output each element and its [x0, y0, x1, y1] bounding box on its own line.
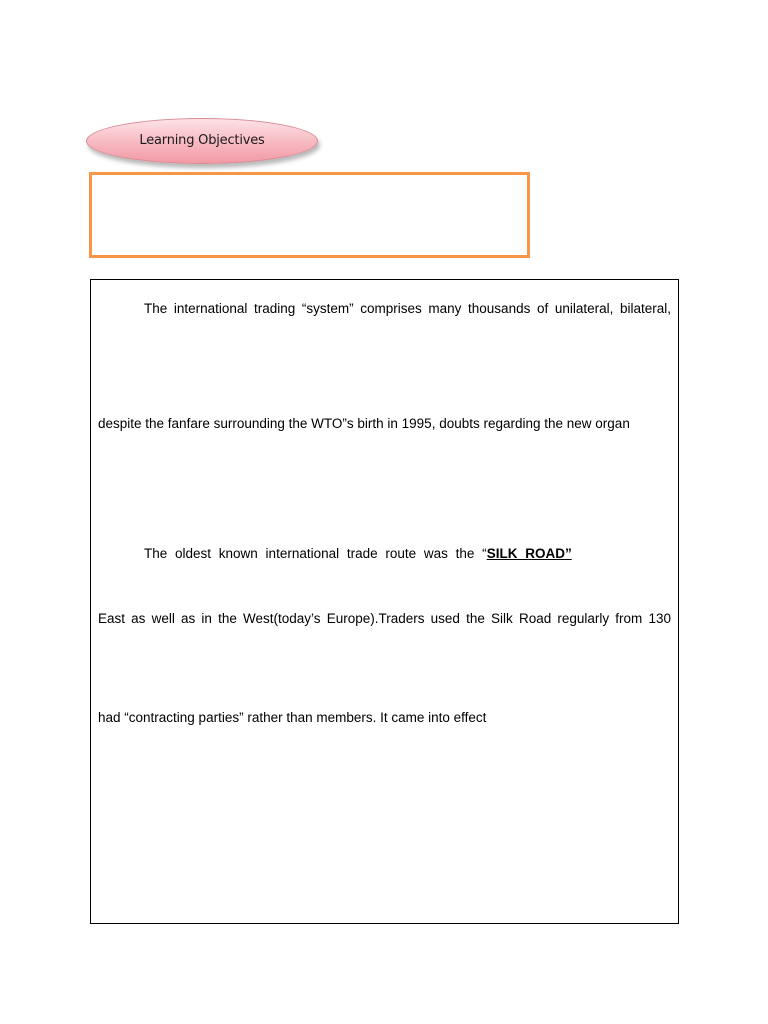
text-line-2: despite the fanfare surrounding the WTO”s birth in 1995, doubts regarding the new organ: [98, 416, 630, 431]
silk-road-emphasis: SILK ROAD”: [486, 546, 572, 561]
text-line-3-prefix: The oldest known international trade route was the “: [144, 546, 487, 561]
text-line-5: had “contracting parties” rather than members. It came into effect: [98, 710, 487, 725]
learning-objectives-box: [89, 172, 530, 258]
learning-objectives-label: Learning Objectives: [139, 132, 265, 148]
learning-objectives-badge: [86, 118, 318, 164]
text-line-4: East as well as in the West(today’s Europe).Traders used the Silk Road regularly from 130: [98, 611, 671, 626]
content-box: [90, 279, 679, 924]
text-line-3: [98, 546, 671, 562]
text-line-1: The international trading “system” comprises many thousands of unilateral, bilateral,: [144, 301, 671, 316]
